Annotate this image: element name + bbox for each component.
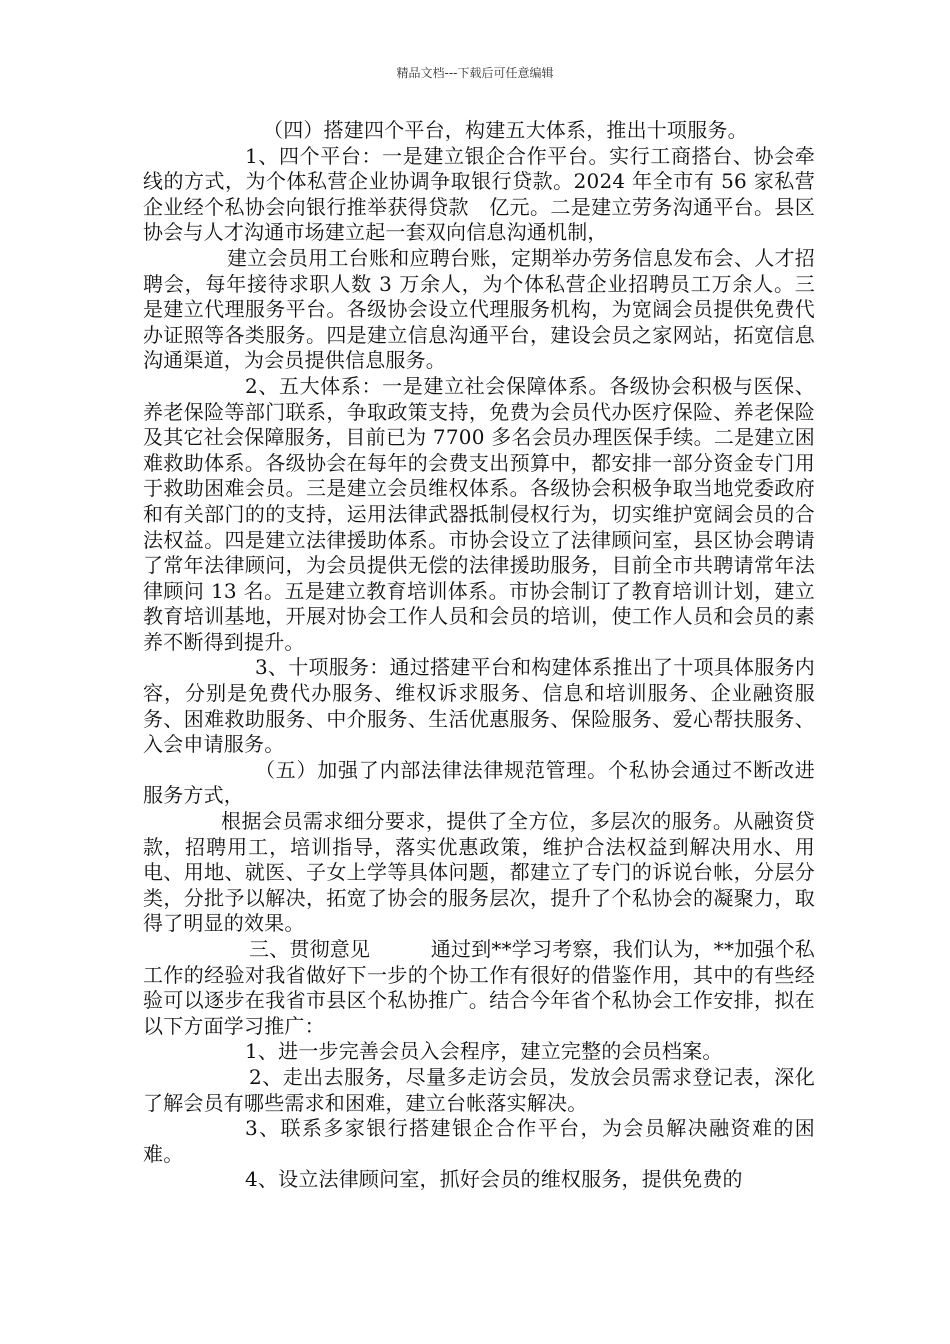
list-item-4: 4、设立法律顾问室，抓好会员的维权服务，提供免费的 [245, 1167, 743, 1192]
paragraph-opinions: 三、贯彻意见 通过到**学习考察，我们认为，**加强个私工作的经验对我省做好下一步的个协工作有很好的借鉴作用，其中的有些经验可以逐步在我省市县区个私协推广。结合今年省个私协会工作安排，拟在以下方面学习推广： [143, 937, 815, 1038]
paragraph-five-systems: 2、五大体系：一是建立社会保障体系。各级协会积极与医保、养老保险等部门联系，争取政策支持，免费为会员代办医疗保险、养老保险及其它社会保障服务，目前已为 7700 多名会员办理医保手续。二是建立困难救助体系。各级协会在每年的会费支出预算中，都安排一部分资金专门用于救助困难会员。三是建立会员维权体系。各级协会积极争取当地党委政府和有关部门的的支持，运用法律武器抵制侵权行为，切实维护宽阔会员的合法权益。四是建立法律援助体系。市协会设立了法律顾问室，县区协会聘请了常年法律顾问，为会员提供无偿的法律援助服务，目前全市共聘请常年法律顾问 13 名。五是建立教育培训体系。市协会制订了教育培训计划，建立教育培训基地，开展对协会工作人员和会员的培训，使工作人员和会员的素养不断得到提升。 [143, 373, 815, 654]
section-heading-5: （五）加强了内部法律法律规范管理。个私协会通过不断改进服务方式， [143, 757, 815, 808]
paragraph-ten-services: 3、十项服务：通过搭建平台和构建体系推出了十项具体服务内容，分别是免费代办服务、维权诉求服务、信息和培训服务、企业融资服务、困难救助服务、中介服务、生活优惠服务、保险服务、爱心帮扶服务、入会申请服务。 [143, 655, 815, 757]
paragraph-four-platforms: 1、四个平台：一是建立银企合作平台。实行工商搭台、协会牵线的方式，为个体私营企业协调争取银行贷款。2024 年全市有 56 家私营企业经个私协会向银行推举获得贷款 亿元。二是建立劳务沟通平台。县区协会与人才沟通市场建立起一套双向信息沟通机制， [143, 143, 815, 245]
list-item-1: 1、进一步完善会员入会程序，建立完整的会员档案。 [245, 1039, 723, 1064]
document-body [143, 118, 815, 1193]
paragraph-member-needs: 根据会员需求细分要求，提供了全方位，多层次的服务。从融资贷款，招聘用工，培训指导，落实优惠政策，维护合法权益到解决用水、用电、用地、就医、子女上学等具体问题，都建立了专门的诉说台帐，分层分类，分批予以解决，拓宽了协会的服务层次，提升了个私协会的凝聚力，取得了明显的效果。 [143, 809, 815, 936]
page-header: 精品文档---下载后可任意编辑 [396, 66, 554, 80]
list-item-3: 3、联系多家银行搭建银企合作平台，为会员解决融资难的困难。 [143, 1116, 815, 1166]
list-item-2: 2、走出去服务，尽量多走访会员，发放会员需求登记表，深化了解会员有哪些需求和困难，建立台帐落实解决。 [143, 1064, 815, 1115]
paragraph-member-ledger: 建立会员用工台账和应聘台账，定期举办劳务信息发布会、人才招聘会，每年接待求职人数 3 万余人，为个体私营企业招聘员工万余人。三是建立代理服务平台。各级协会设立代理服务机构，为宽阔会员提供免费代办证照等各类服务。四是建立信息沟通平台，建设会员之家网站，拓宽信息沟通渠道，为会员提供信息服务。 [143, 245, 815, 373]
section-heading-4: （四）搭建四个平台，构建五大体系，推出十项服务。 [263, 118, 748, 142]
